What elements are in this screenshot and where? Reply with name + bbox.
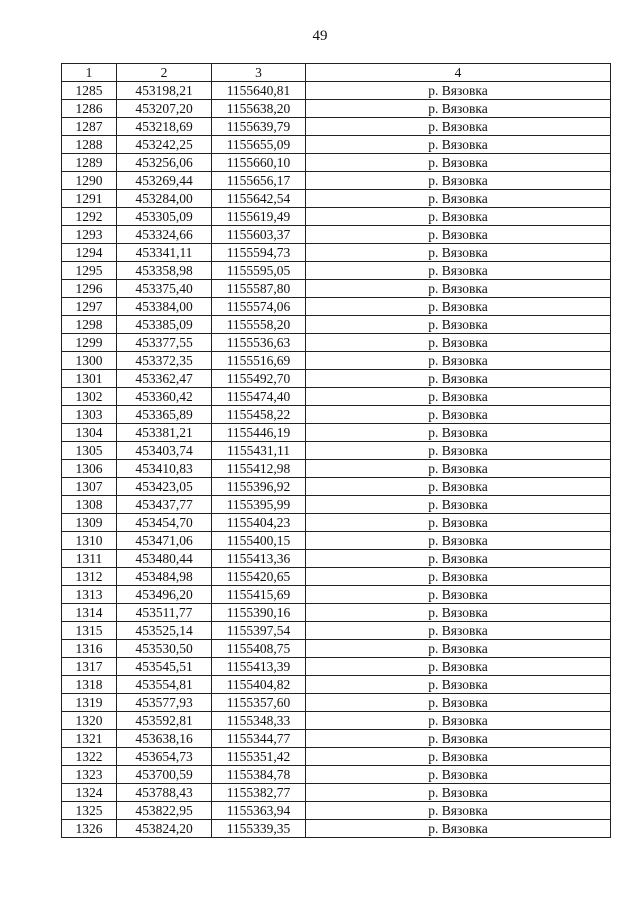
cell-x-coordinate: 453545,51 (117, 658, 212, 676)
cell-y-coordinate: 1155339,35 (212, 820, 306, 838)
cell-object-name: р. Вязовка (306, 550, 611, 568)
table-body (62, 82, 611, 838)
cell-x-coordinate: 453358,98 (117, 262, 212, 280)
cell-point-number: 1300 (62, 352, 117, 370)
table-row (62, 694, 611, 712)
cell-x-coordinate: 453554,81 (117, 676, 212, 694)
cell-object-name: р. Вязовка (306, 82, 611, 100)
cell-y-coordinate: 1155619,49 (212, 208, 306, 226)
table-row (62, 532, 611, 550)
cell-point-number: 1314 (62, 604, 117, 622)
cell-object-name: р. Вязовка (306, 622, 611, 640)
cell-object-name: р. Вязовка (306, 532, 611, 550)
cell-y-coordinate: 1155390,16 (212, 604, 306, 622)
cell-y-coordinate: 1155594,73 (212, 244, 306, 262)
cell-object-name: р. Вязовка (306, 640, 611, 658)
table-row (62, 802, 611, 820)
cell-point-number: 1321 (62, 730, 117, 748)
cell-point-number: 1306 (62, 460, 117, 478)
cell-x-coordinate: 453410,83 (117, 460, 212, 478)
cell-y-coordinate: 1155574,06 (212, 298, 306, 316)
cell-point-number: 1288 (62, 136, 117, 154)
table-row (62, 118, 611, 136)
cell-y-coordinate: 1155446,19 (212, 424, 306, 442)
cell-point-number: 1303 (62, 406, 117, 424)
cell-x-coordinate: 453525,14 (117, 622, 212, 640)
cell-point-number: 1324 (62, 784, 117, 802)
cell-x-coordinate: 453437,77 (117, 496, 212, 514)
cell-y-coordinate: 1155655,09 (212, 136, 306, 154)
cell-point-number: 1291 (62, 190, 117, 208)
cell-point-number: 1316 (62, 640, 117, 658)
cell-x-coordinate: 453403,74 (117, 442, 212, 460)
cell-y-coordinate: 1155413,36 (212, 550, 306, 568)
cell-object-name: р. Вязовка (306, 442, 611, 460)
cell-object-name: р. Вязовка (306, 604, 611, 622)
table-row (62, 604, 611, 622)
cell-point-number: 1320 (62, 712, 117, 730)
cell-x-coordinate: 453788,43 (117, 784, 212, 802)
cell-x-coordinate: 453384,00 (117, 298, 212, 316)
cell-x-coordinate: 453375,40 (117, 280, 212, 298)
cell-point-number: 1311 (62, 550, 117, 568)
cell-point-number: 1305 (62, 442, 117, 460)
cell-point-number: 1289 (62, 154, 117, 172)
cell-object-name: р. Вязовка (306, 784, 611, 802)
cell-object-name: р. Вязовка (306, 244, 611, 262)
cell-x-coordinate: 453381,21 (117, 424, 212, 442)
cell-point-number: 1295 (62, 262, 117, 280)
table-row (62, 172, 611, 190)
cell-point-number: 1294 (62, 244, 117, 262)
cell-object-name: р. Вязовка (306, 154, 611, 172)
cell-y-coordinate: 1155536,63 (212, 334, 306, 352)
cell-x-coordinate: 453360,42 (117, 388, 212, 406)
cell-object-name: р. Вязовка (306, 766, 611, 784)
cell-x-coordinate: 453362,47 (117, 370, 212, 388)
cell-object-name: р. Вязовка (306, 712, 611, 730)
cell-point-number: 1298 (62, 316, 117, 334)
header-row (62, 64, 611, 82)
table-row (62, 640, 611, 658)
cell-object-name: р. Вязовка (306, 388, 611, 406)
table-row (62, 568, 611, 586)
cell-y-coordinate: 1155413,39 (212, 658, 306, 676)
cell-y-coordinate: 1155639,79 (212, 118, 306, 136)
cell-y-coordinate: 1155348,33 (212, 712, 306, 730)
cell-object-name: р. Вязовка (306, 748, 611, 766)
cell-object-name: р. Вязовка (306, 694, 611, 712)
cell-y-coordinate: 1155397,54 (212, 622, 306, 640)
table-row (62, 586, 611, 604)
cell-point-number: 1299 (62, 334, 117, 352)
table-row (62, 100, 611, 118)
cell-point-number: 1290 (62, 172, 117, 190)
cell-x-coordinate: 453700,59 (117, 766, 212, 784)
table-row (62, 730, 611, 748)
cell-x-coordinate: 453377,55 (117, 334, 212, 352)
cell-x-coordinate: 453218,69 (117, 118, 212, 136)
cell-object-name: р. Вязовка (306, 658, 611, 676)
cell-y-coordinate: 1155404,82 (212, 676, 306, 694)
table-row (62, 712, 611, 730)
cell-x-coordinate: 453638,16 (117, 730, 212, 748)
cell-point-number: 1323 (62, 766, 117, 784)
cell-point-number: 1325 (62, 802, 117, 820)
cell-object-name: р. Вязовка (306, 568, 611, 586)
cell-y-coordinate: 1155638,20 (212, 100, 306, 118)
cell-x-coordinate: 453423,05 (117, 478, 212, 496)
cell-x-coordinate: 453577,93 (117, 694, 212, 712)
table-row (62, 154, 611, 172)
table-row (62, 748, 611, 766)
cell-y-coordinate: 1155408,75 (212, 640, 306, 658)
cell-object-name: р. Вязовка (306, 172, 611, 190)
table-row (62, 262, 611, 280)
cell-object-name: р. Вязовка (306, 262, 611, 280)
column-header-x: 2 (117, 64, 212, 82)
cell-object-name: р. Вязовка (306, 136, 611, 154)
cell-y-coordinate: 1155474,40 (212, 388, 306, 406)
table-row (62, 226, 611, 244)
cell-point-number: 1296 (62, 280, 117, 298)
cell-object-name: р. Вязовка (306, 316, 611, 334)
column-header-point-number: 1 (62, 64, 117, 82)
cell-y-coordinate: 1155382,77 (212, 784, 306, 802)
cell-object-name: р. Вязовка (306, 118, 611, 136)
table-row (62, 388, 611, 406)
cell-point-number: 1317 (62, 658, 117, 676)
cell-point-number: 1302 (62, 388, 117, 406)
cell-x-coordinate: 453484,98 (117, 568, 212, 586)
cell-point-number: 1307 (62, 478, 117, 496)
table-row (62, 766, 611, 784)
cell-x-coordinate: 453471,06 (117, 532, 212, 550)
cell-y-coordinate: 1155603,37 (212, 226, 306, 244)
cell-x-coordinate: 453530,50 (117, 640, 212, 658)
cell-y-coordinate: 1155412,98 (212, 460, 306, 478)
cell-point-number: 1322 (62, 748, 117, 766)
cell-point-number: 1292 (62, 208, 117, 226)
cell-x-coordinate: 453198,21 (117, 82, 212, 100)
table-row (62, 316, 611, 334)
cell-object-name: р. Вязовка (306, 424, 611, 442)
column-header-object: 4 (306, 64, 611, 82)
cell-x-coordinate: 453822,95 (117, 802, 212, 820)
cell-x-coordinate: 453284,00 (117, 190, 212, 208)
cell-point-number: 1315 (62, 622, 117, 640)
cell-object-name: р. Вязовка (306, 730, 611, 748)
cell-y-coordinate: 1155492,70 (212, 370, 306, 388)
cell-x-coordinate: 453654,73 (117, 748, 212, 766)
cell-y-coordinate: 1155363,94 (212, 802, 306, 820)
table-row (62, 244, 611, 262)
cell-object-name: р. Вязовка (306, 280, 611, 298)
cell-object-name: р. Вязовка (306, 298, 611, 316)
cell-y-coordinate: 1155640,81 (212, 82, 306, 100)
cell-y-coordinate: 1155642,54 (212, 190, 306, 208)
cell-x-coordinate: 453372,35 (117, 352, 212, 370)
cell-x-coordinate: 453207,20 (117, 100, 212, 118)
cell-y-coordinate: 1155420,65 (212, 568, 306, 586)
table-header (62, 64, 611, 82)
cell-point-number: 1310 (62, 532, 117, 550)
cell-object-name: р. Вязовка (306, 586, 611, 604)
cell-y-coordinate: 1155404,23 (212, 514, 306, 532)
table-row (62, 82, 611, 100)
cell-object-name: р. Вязовка (306, 100, 611, 118)
cell-x-coordinate: 453256,06 (117, 154, 212, 172)
cell-x-coordinate: 453454,70 (117, 514, 212, 532)
cell-object-name: р. Вязовка (306, 460, 611, 478)
cell-object-name: р. Вязовка (306, 190, 611, 208)
cell-point-number: 1304 (62, 424, 117, 442)
table-row (62, 550, 611, 568)
cell-y-coordinate: 1155351,42 (212, 748, 306, 766)
cell-object-name: р. Вязовка (306, 370, 611, 388)
cell-point-number: 1297 (62, 298, 117, 316)
cell-point-number: 1287 (62, 118, 117, 136)
cell-object-name: р. Вязовка (306, 802, 611, 820)
table-row (62, 136, 611, 154)
cell-point-number: 1285 (62, 82, 117, 100)
column-header-y: 3 (212, 64, 306, 82)
cell-object-name: р. Вязовка (306, 496, 611, 514)
cell-object-name: р. Вязовка (306, 334, 611, 352)
cell-object-name: р. Вязовка (306, 208, 611, 226)
cell-y-coordinate: 1155431,11 (212, 442, 306, 460)
cell-y-coordinate: 1155458,22 (212, 406, 306, 424)
cell-x-coordinate: 453324,66 (117, 226, 212, 244)
cell-object-name: р. Вязовка (306, 514, 611, 532)
cell-y-coordinate: 1155400,15 (212, 532, 306, 550)
page-number: 49 (312, 28, 328, 44)
cell-y-coordinate: 1155516,69 (212, 352, 306, 370)
cell-y-coordinate: 1155344,77 (212, 730, 306, 748)
cell-x-coordinate: 453592,81 (117, 712, 212, 730)
cell-point-number: 1293 (62, 226, 117, 244)
table-row (62, 514, 611, 532)
cell-point-number: 1308 (62, 496, 117, 514)
cell-y-coordinate: 1155595,05 (212, 262, 306, 280)
coordinates-table (61, 63, 611, 838)
cell-y-coordinate: 1155357,60 (212, 694, 306, 712)
cell-point-number: 1309 (62, 514, 117, 532)
cell-x-coordinate: 453341,11 (117, 244, 212, 262)
cell-x-coordinate: 453496,20 (117, 586, 212, 604)
table-row (62, 190, 611, 208)
table-row (62, 370, 611, 388)
cell-x-coordinate: 453385,09 (117, 316, 212, 334)
cell-object-name: р. Вязовка (306, 406, 611, 424)
cell-y-coordinate: 1155415,69 (212, 586, 306, 604)
cell-y-coordinate: 1155587,80 (212, 280, 306, 298)
cell-x-coordinate: 453269,44 (117, 172, 212, 190)
cell-point-number: 1319 (62, 694, 117, 712)
table-row (62, 298, 611, 316)
table-row (62, 496, 611, 514)
cell-y-coordinate: 1155395,99 (212, 496, 306, 514)
table-row (62, 334, 611, 352)
cell-x-coordinate: 453365,89 (117, 406, 212, 424)
cell-y-coordinate: 1155656,17 (212, 172, 306, 190)
cell-object-name: р. Вязовка (306, 676, 611, 694)
table-row (62, 208, 611, 226)
table-row (62, 658, 611, 676)
cell-object-name: р. Вязовка (306, 352, 611, 370)
table-row (62, 478, 611, 496)
cell-object-name: р. Вязовка (306, 478, 611, 496)
cell-point-number: 1313 (62, 586, 117, 604)
table-row (62, 784, 611, 802)
table-row (62, 820, 611, 838)
cell-x-coordinate: 453242,25 (117, 136, 212, 154)
table-row (62, 352, 611, 370)
table-row (62, 676, 611, 694)
cell-x-coordinate: 453480,44 (117, 550, 212, 568)
cell-point-number: 1286 (62, 100, 117, 118)
cell-x-coordinate: 453511,77 (117, 604, 212, 622)
table-row (62, 460, 611, 478)
table-row (62, 280, 611, 298)
cell-y-coordinate: 1155396,92 (212, 478, 306, 496)
cell-point-number: 1326 (62, 820, 117, 838)
cell-x-coordinate: 453824,20 (117, 820, 212, 838)
cell-object-name: р. Вязовка (306, 820, 611, 838)
cell-point-number: 1312 (62, 568, 117, 586)
cell-y-coordinate: 1155660,10 (212, 154, 306, 172)
cell-y-coordinate: 1155558,20 (212, 316, 306, 334)
table-row (62, 622, 611, 640)
table-row (62, 406, 611, 424)
cell-point-number: 1301 (62, 370, 117, 388)
cell-object-name: р. Вязовка (306, 226, 611, 244)
cell-x-coordinate: 453305,09 (117, 208, 212, 226)
cell-y-coordinate: 1155384,78 (212, 766, 306, 784)
table-row (62, 424, 611, 442)
cell-point-number: 1318 (62, 676, 117, 694)
table-row (62, 442, 611, 460)
